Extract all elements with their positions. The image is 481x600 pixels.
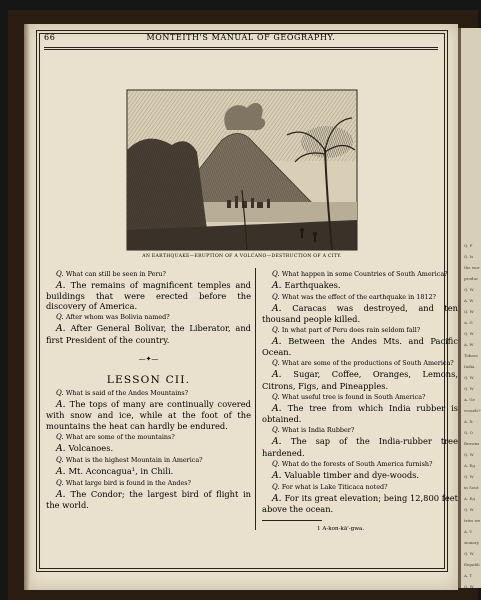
answer-text: The tops of many are continually covered with snow and ice, while at the foot of the mountains the heat can hardly be endured. bbox=[46, 399, 251, 431]
question-label: Q. bbox=[56, 389, 66, 398]
question-text: What happen in some Countries of South America? bbox=[281, 269, 448, 278]
next-page-text-fragment: Q. W bbox=[464, 287, 474, 292]
column-divider bbox=[255, 268, 256, 530]
answer-text: After General Bolivar, the Liberator, and first President of the country. bbox=[46, 323, 251, 345]
answer bbox=[46, 466, 251, 477]
next-page-text-fragment: A. W bbox=[464, 298, 474, 303]
question-label: Q. bbox=[272, 292, 282, 301]
answer-label: A. bbox=[56, 279, 71, 291]
question-label: Q. bbox=[272, 392, 282, 401]
next-page-text-fragment: A. Eg bbox=[464, 463, 475, 468]
answer bbox=[46, 489, 251, 511]
next-page-text-fragment: Browns bbox=[464, 441, 480, 446]
question-label: Q. bbox=[272, 482, 282, 491]
answer-label: A. bbox=[56, 465, 69, 477]
question bbox=[262, 326, 458, 335]
next-page-text-fragment: Q. F bbox=[464, 243, 473, 248]
question bbox=[46, 389, 251, 398]
question-label: Q. bbox=[56, 432, 66, 441]
running-title: MONTEITH'S MANUAL OF GEOGRAPHY. bbox=[146, 33, 336, 42]
next-page-text-fragment: Q. W bbox=[464, 584, 474, 589]
question-label: Q. bbox=[272, 269, 282, 278]
question-text: What are some of the productions of South America? bbox=[281, 359, 454, 368]
question bbox=[262, 359, 458, 368]
question-text: What can still be seen in Peru? bbox=[65, 269, 166, 278]
answer-label: A. bbox=[56, 323, 71, 335]
question-text: After whom was Bolivia named? bbox=[65, 313, 170, 322]
answer bbox=[262, 436, 458, 458]
right-qa bbox=[262, 270, 458, 515]
answer bbox=[262, 336, 458, 358]
answer bbox=[46, 443, 251, 454]
next-page-text-fragment: A. It bbox=[464, 419, 473, 424]
answer-text: The remains of magnificent temples and buildings that were erected before the discovery of America. bbox=[46, 279, 251, 312]
right-column bbox=[262, 268, 458, 535]
question-text: What is the highest Mountain in America? bbox=[65, 455, 203, 464]
next-page-text-fragment: Q. W bbox=[464, 507, 474, 512]
answer bbox=[46, 323, 251, 345]
question bbox=[46, 270, 251, 279]
answer-label: A. bbox=[272, 492, 285, 504]
question-text: What large bird is found in the Andes? bbox=[65, 478, 191, 487]
next-page-text-fragment: vessels? bbox=[464, 408, 481, 413]
question-label: Q. bbox=[272, 359, 282, 368]
page-number: 66 bbox=[44, 33, 56, 42]
header-rule bbox=[44, 47, 438, 48]
answer bbox=[262, 280, 458, 291]
next-page-text-fragment: A. T bbox=[464, 573, 473, 578]
answer bbox=[262, 403, 458, 425]
answer-label: A. bbox=[272, 302, 293, 314]
question-label: Q. bbox=[272, 326, 282, 334]
next-page-text-fragment: Q. W bbox=[464, 375, 474, 380]
next-page-text-fragment: the wor bbox=[464, 265, 480, 270]
header-rule-thin bbox=[44, 49, 438, 50]
next-page-text-fragment: A. V bbox=[464, 529, 473, 534]
question-text: What are some of the mountains? bbox=[65, 432, 175, 441]
question bbox=[262, 393, 458, 402]
answer-label: A. bbox=[272, 369, 294, 381]
question-label: Q. bbox=[56, 269, 66, 278]
footnote: 1 A-kon-kā'-gwa. bbox=[317, 526, 365, 533]
section-ornament: —✦— bbox=[138, 355, 159, 364]
next-page-text-fragment: Q. W bbox=[464, 474, 474, 479]
left-intro bbox=[46, 270, 251, 346]
answer bbox=[46, 280, 251, 312]
question-label: Q. bbox=[272, 426, 282, 435]
next-page-text-fragment: Republi bbox=[464, 562, 480, 567]
answer-text: The Condor; the largest bird of flight in the world. bbox=[46, 488, 251, 511]
next-page-text-fragment: Q. Is bbox=[464, 254, 474, 259]
answer-label: A. bbox=[56, 442, 69, 454]
question bbox=[262, 483, 458, 492]
question bbox=[46, 456, 251, 465]
question-text: What is said of the Andes Mountains? bbox=[65, 389, 189, 398]
question bbox=[46, 313, 251, 322]
question bbox=[262, 460, 458, 469]
question bbox=[46, 479, 251, 488]
lesson-qa bbox=[46, 389, 251, 511]
answer-label: A. bbox=[272, 469, 285, 481]
answer-text: Between the Andes Mts. and Pacific Ocean. bbox=[262, 336, 458, 358]
next-page-text-fragment: Tobacc bbox=[464, 353, 479, 358]
next-page-text-fragment: tries we bbox=[464, 518, 481, 523]
answer-label: A. bbox=[56, 399, 70, 411]
question bbox=[262, 270, 458, 279]
question-label: Q. bbox=[56, 313, 66, 322]
question-text: For what is Lake Titicaca noted? bbox=[281, 482, 388, 491]
question-text: What useful tree is found in South America? bbox=[281, 392, 426, 401]
answer-text: The tree from which India rubber is obtained. bbox=[262, 402, 458, 425]
answer bbox=[262, 303, 458, 325]
next-page-text-fragment: sionary bbox=[464, 540, 479, 545]
volcano-engraving bbox=[127, 90, 357, 250]
question bbox=[46, 433, 251, 442]
answer bbox=[262, 369, 458, 391]
next-page-text-fragment: A. Eg bbox=[464, 496, 475, 501]
next-page-text-fragment: A. G bbox=[464, 320, 473, 325]
footnote-rule bbox=[262, 520, 322, 521]
next-page-edge bbox=[458, 28, 481, 588]
lesson-title: LESSON CII. bbox=[106, 373, 191, 386]
answer bbox=[46, 399, 251, 431]
answer-text: Earthquakes. bbox=[284, 279, 341, 290]
question-label: Q. bbox=[272, 459, 282, 468]
answer-label: A. bbox=[56, 488, 71, 500]
question-text: In what part of Peru does rain seldom fall? bbox=[281, 326, 421, 334]
left-column bbox=[46, 268, 251, 512]
next-page-text-fragment: Q. W bbox=[464, 309, 474, 314]
answer-text: Sugar, Coffee, Oranges, Lemons, Citrons, Figs, and Pineapples. bbox=[262, 369, 459, 391]
question-text: What is India Rubber? bbox=[281, 426, 355, 435]
answer-label: A. bbox=[272, 279, 285, 291]
next-page-text-fragment: Q. W bbox=[464, 452, 474, 457]
illustration-caption: AN EARTHQUAKE—ERUPTION OF A VOLCANO—DESTRUCTION OF A CITY. bbox=[142, 254, 342, 259]
next-page-text-fragment: Q. O bbox=[464, 430, 473, 435]
question-label: Q. bbox=[56, 478, 66, 487]
answer-text: Volcanoes. bbox=[68, 442, 114, 453]
question-label: Q. bbox=[56, 455, 66, 464]
answer-text: Caracas was destroyed, and ten thousand people killed. bbox=[262, 302, 458, 324]
answer-text: The sap of the India-rubber tree hardened. bbox=[262, 436, 458, 458]
question-text: What was the effect of the earthquake in 1812? bbox=[281, 292, 436, 301]
question bbox=[262, 426, 458, 435]
next-page-text-fragment: Q. W bbox=[464, 551, 474, 556]
answer bbox=[262, 493, 458, 515]
next-page-text-fragment: A. W bbox=[464, 342, 474, 347]
book-spine bbox=[24, 24, 30, 590]
answer bbox=[262, 470, 458, 481]
answer-label: A. bbox=[272, 436, 291, 448]
next-page-text-fragment: in Sout bbox=[464, 485, 479, 490]
question bbox=[262, 293, 458, 302]
answer-label: A. bbox=[272, 336, 289, 347]
answer-text: Mt. Aconcagua¹, in Chili. bbox=[68, 465, 174, 476]
question-text: What do the forests of South America furnish? bbox=[281, 459, 433, 468]
next-page-text-fragment: Q. W bbox=[464, 331, 474, 336]
next-page-text-fragment: A. Ge bbox=[464, 397, 475, 402]
answer-text: Valuable timber and dye-woods. bbox=[284, 469, 420, 480]
next-page-text-fragment: India. bbox=[464, 364, 476, 369]
answer-label: A. bbox=[272, 402, 288, 414]
next-page-text-fragment: produc bbox=[464, 276, 479, 281]
next-page-text-fragment: Q. W bbox=[464, 386, 474, 391]
answer-text: For its great elevation; being 12,800 feet above the ocean. bbox=[262, 492, 458, 515]
